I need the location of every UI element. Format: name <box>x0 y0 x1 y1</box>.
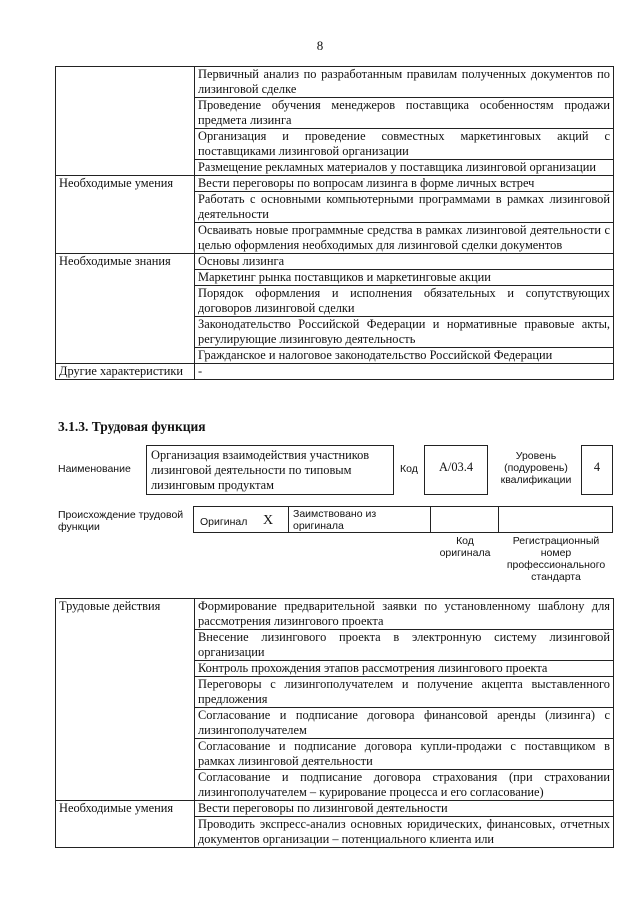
origin-label: Происхождение трудовой функции <box>58 509 184 533</box>
row-label <box>56 67 195 176</box>
page-number: 8 <box>316 38 324 53</box>
divider <box>498 506 499 533</box>
row-label: Необходимые умения <box>56 176 195 254</box>
table-row <box>56 176 614 192</box>
table-row <box>56 599 614 630</box>
code-original-label: Код оригинала <box>439 535 491 559</box>
code-label: Код <box>400 463 418 475</box>
row-text: Порядок оформления и исполнения обязательных и сопутствующих договоров лизинговой сделки <box>195 286 614 317</box>
row-text: Первичный анализ по разработанным правилам полученных документов по лизинговой сделке <box>195 67 614 98</box>
function-name-box: Организация взаимодействия участников лизинговой деятельности по типовым лизинговым продуктам <box>146 445 394 495</box>
code-box: А/03.4 <box>424 445 488 495</box>
original-label: Оригинал <box>200 516 248 528</box>
row-text: Внесение лизингового проекта в электронную систему лизинговой организации <box>195 630 614 661</box>
table-row <box>56 364 614 380</box>
original-mark: Х <box>263 513 274 528</box>
row-text: Контроль прохождения этапов рассмотрения лизингового проекта <box>195 661 614 677</box>
row-text: Проводить экспресс-анализ основных юридических, финансовых, отчетных документов организации – потенциального клиента или <box>195 817 614 848</box>
table-row <box>56 254 614 270</box>
row-text: Работать с основными компьютерными программами в рамках лизинговой деятельности <box>195 192 614 223</box>
row-text: Формирование предварительной заявки по установленному шаблону для рассмотрения лизингового проекта <box>195 599 614 630</box>
divider <box>430 506 431 533</box>
row-label: Другие характеристики <box>56 364 195 380</box>
row-label: Необходимые умения <box>56 801 195 848</box>
row-text: Гражданское и налоговое законодательство Российской Федерации <box>195 348 614 364</box>
row-text: Вести переговоры по вопросам лизинга в форме личных встреч <box>195 176 614 192</box>
row-text: Вести переговоры по лизинговой деятельности <box>195 801 614 817</box>
borrowed-label: Заимствовано из оригинала <box>293 508 377 532</box>
row-text: Переговоры с лизингополучателем и получение акцепта выставленного предложения <box>195 677 614 708</box>
row-label: Необходимые знания <box>56 254 195 364</box>
row-text: Согласование и подписание договора купли-продажи с поставщиком в рамках лизинговой деятельности <box>195 739 614 770</box>
divider <box>288 506 289 533</box>
table-row <box>56 801 614 817</box>
row-text: Согласование и подписание договора страхования (при страховании лизингополучателем – курирование процесса и его согласование) <box>195 770 614 801</box>
reg-number-label: Регистрационный номер профессионального стандарта <box>506 535 606 583</box>
row-text: Законодательство Российской Федерации и нормативные правовые акты, регулирующие лизинговую деятельность <box>195 317 614 348</box>
skills-table-lower <box>55 598 614 848</box>
row-text: - <box>195 364 614 380</box>
row-text: Проведение обучения менеджеров поставщика особенностям продажи предмета лизинга <box>195 98 614 129</box>
name-label: Наименование <box>58 463 131 475</box>
row-text: Организация и проведение совместных маркетинговых акций с поставщиками лизинговой организации <box>195 129 614 160</box>
level-box: 4 <box>581 445 613 495</box>
row-text: Согласование и подписание договора финансовой аренды (лизинга) с лизингополучателем <box>195 708 614 739</box>
table-row <box>56 67 614 98</box>
level-label: Уровень (подуровень) квалификации <box>500 450 572 486</box>
section-heading: 3.1.3. Трудовая функция <box>58 419 206 434</box>
skills-table-upper <box>55 66 614 380</box>
row-text: Основы лизинга <box>195 254 614 270</box>
row-text: Размещение рекламных материалов у поставщика лизинговой организации <box>195 160 614 176</box>
row-text: Осваивать новые программные средства в рамках лизинговой деятельности с целью оформления необходимых для лизинговой сделки документов <box>195 223 614 254</box>
row-label: Трудовые действия <box>56 599 195 801</box>
row-text: Маркетинг рынка поставщиков и маркетинговые акции <box>195 270 614 286</box>
